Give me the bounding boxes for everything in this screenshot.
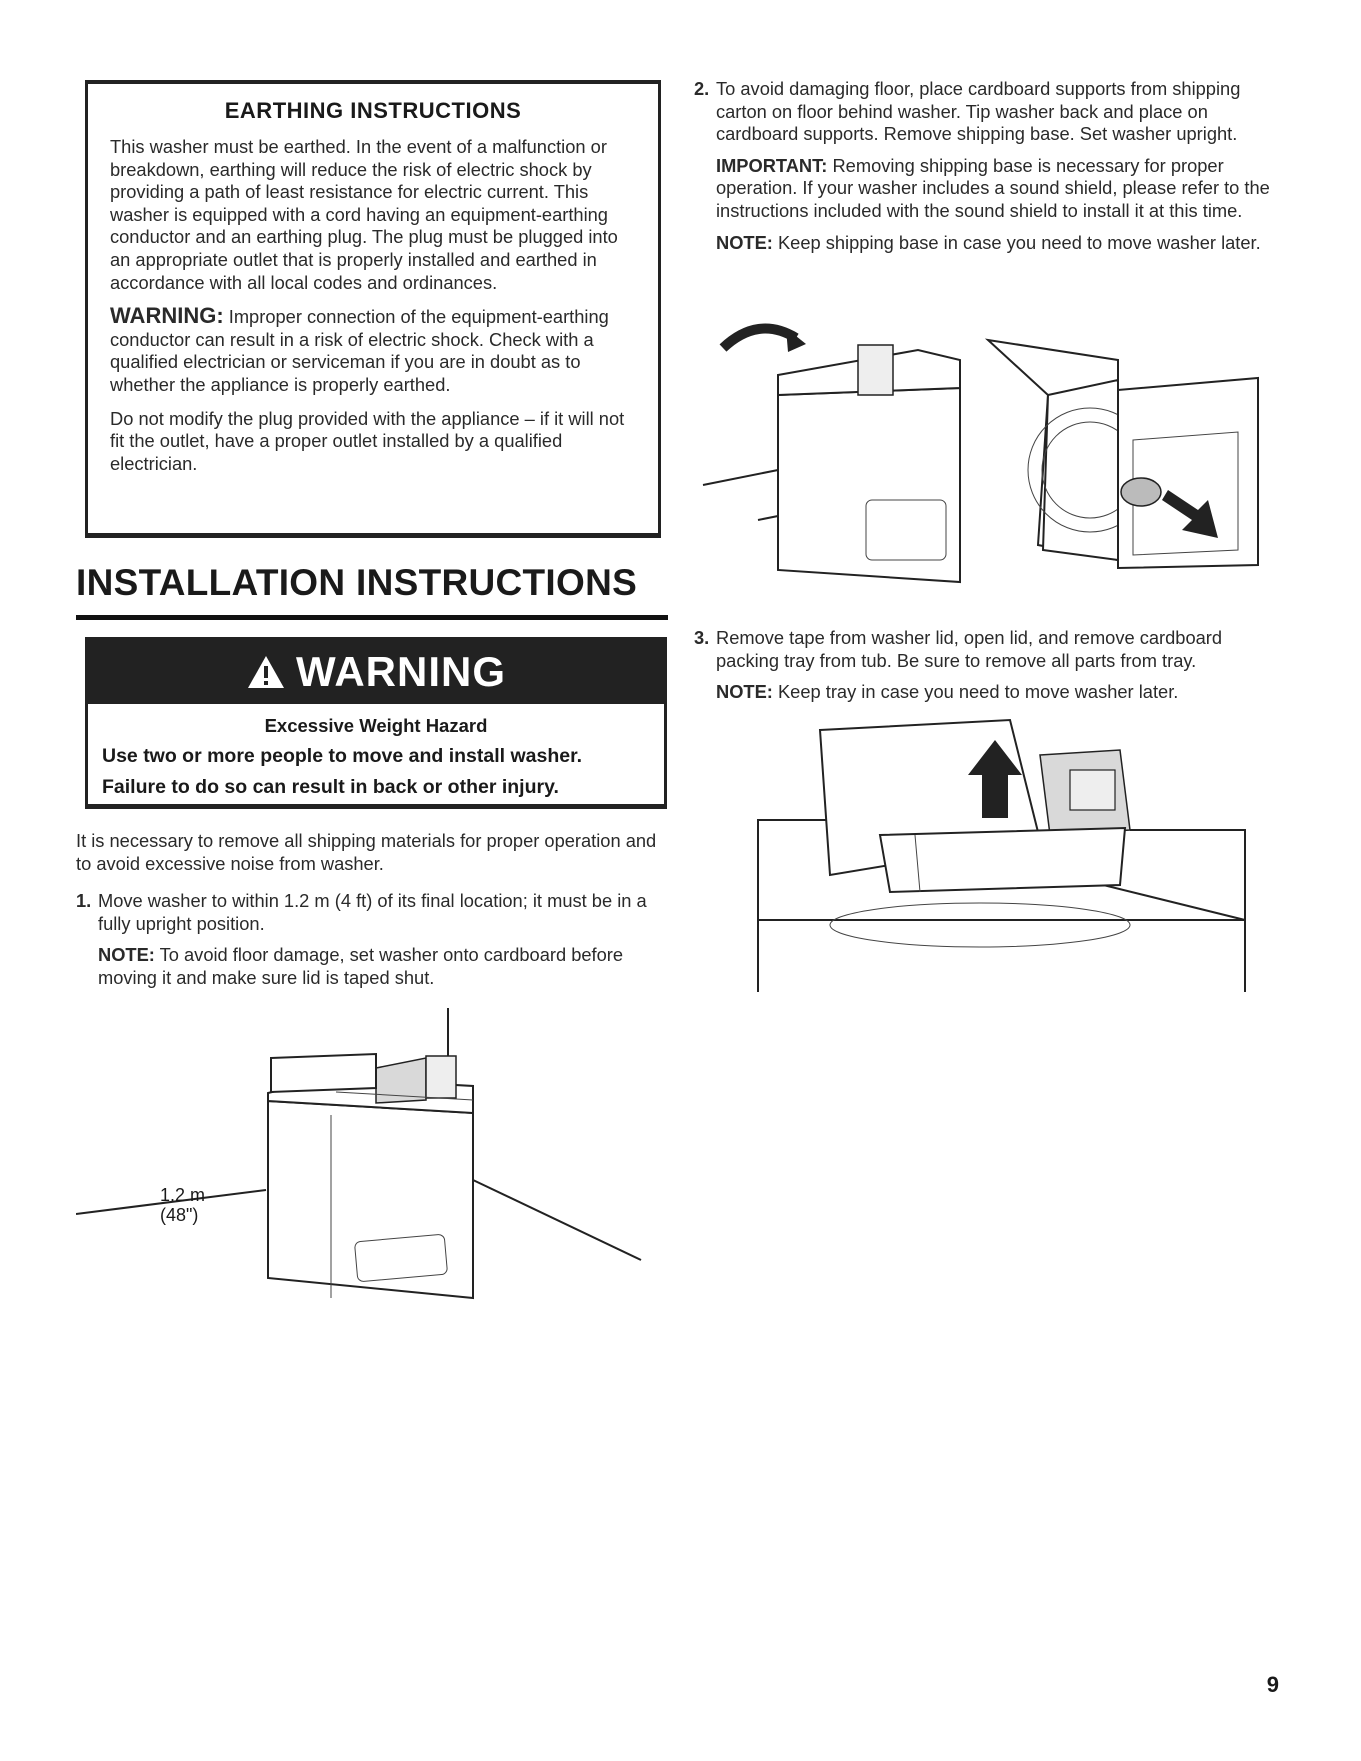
earthing-instructions-box <box>85 80 661 538</box>
step-note <box>716 232 1284 255</box>
note-text: To avoid floor damage, set washer onto cardboard before moving it and make sure lid is taped shut. <box>98 944 624 988</box>
earthing-title: EARTHING INSTRUCTIONS <box>224 98 522 123</box>
important-text: Removing shipping base is necessary for proper operation. If your washer includes a sound shield, please refer to the instructions included with the sound shield to install it at this time. <box>716 154 1270 221</box>
note-label: NOTE: <box>98 944 155 966</box>
washer-placement-illustration <box>76 1008 666 1318</box>
important-label: IMPORTANT: <box>716 154 828 176</box>
step-text: Remove tape from washer lid, open lid, and remove cardboard packing tray from tub. Be sure to remove all parts from tray. <box>716 627 1223 671</box>
distance-label <box>160 1185 205 1225</box>
note-text: Keep shipping base in case you need to move washer later. <box>777 231 1261 253</box>
distance-imperial: (48") <box>160 1205 199 1225</box>
earthing-warning-paragraph <box>110 305 636 396</box>
warning-banner <box>88 640 664 704</box>
note-label: NOTE: <box>716 231 773 253</box>
page-number: 9 <box>1266 1672 1279 1697</box>
earthing-paragraph: This washer must be earthed. In the event of a malfunction or breakdown, earthing will reduce the risk of electric shock by providing a path of least resistance for electric current. This washer is equipped with a cord having an equipment-earthing conductor and an earthing plug. The plug must be plugged into an appropriate outlet that is properly installed and earthed in accordance with all local codes and ordinances. <box>110 136 618 293</box>
distance-metric: 1.2 m <box>160 1185 206 1205</box>
step-note <box>98 944 668 989</box>
step-3 <box>694 627 1284 713</box>
step-number: 1. <box>76 890 92 911</box>
note-label: NOTE: <box>716 681 773 703</box>
heading-rule <box>76 615 668 620</box>
warning-triangle-icon <box>246 654 286 690</box>
packing-tray-removal-illustration <box>750 710 1255 995</box>
step-important <box>716 155 1284 223</box>
warning-line-1: Use two or more people to move and install washer. <box>102 745 583 767</box>
step-2 <box>694 78 1284 263</box>
step-text: Move washer to within 1.2 m (4 ft) of its final location; it must be in a fully upright position. <box>98 890 647 934</box>
warning-banner-text: WARNING <box>296 648 506 695</box>
shipping-base-removal-illustration <box>698 320 1268 605</box>
step-number: 2. <box>694 78 710 99</box>
intro-paragraph: It is necessary to remove all shipping materials for proper operation and to avoid excessive noise from washer. <box>76 830 657 874</box>
warning-text: Improper connection of the equipment-earthing conductor can result in a risk of electric shock. Check with a qualified electrician or serviceman if you are in doubt as to whether the appliance is properly earthed. <box>110 306 609 395</box>
warning-keyword: WARNING: <box>110 303 224 329</box>
step-text: To avoid damaging floor, place cardboard supports from shipping carton on floor behind washer. Tip washer back and place on cardboard supports. Remove shipping base. Set washer upright. <box>716 78 1241 145</box>
weight-warning-box <box>85 637 667 809</box>
step-number: 3. <box>694 627 710 648</box>
hazard-title: Excessive Weight Hazard <box>264 715 488 736</box>
step-note <box>716 681 1284 704</box>
plug-paragraph: Do not modify the plug provided with the appliance – if it will not fit the outlet, have a proper outlet installed by a qualified electrician. <box>110 407 625 474</box>
warning-line-2: Failure to do so can result in back or other injury. <box>102 776 559 798</box>
installation-heading: INSTALLATION INSTRUCTIONS <box>76 562 638 603</box>
note-text: Keep tray in case you need to move washer later. <box>777 681 1179 703</box>
step-1 <box>76 890 668 998</box>
